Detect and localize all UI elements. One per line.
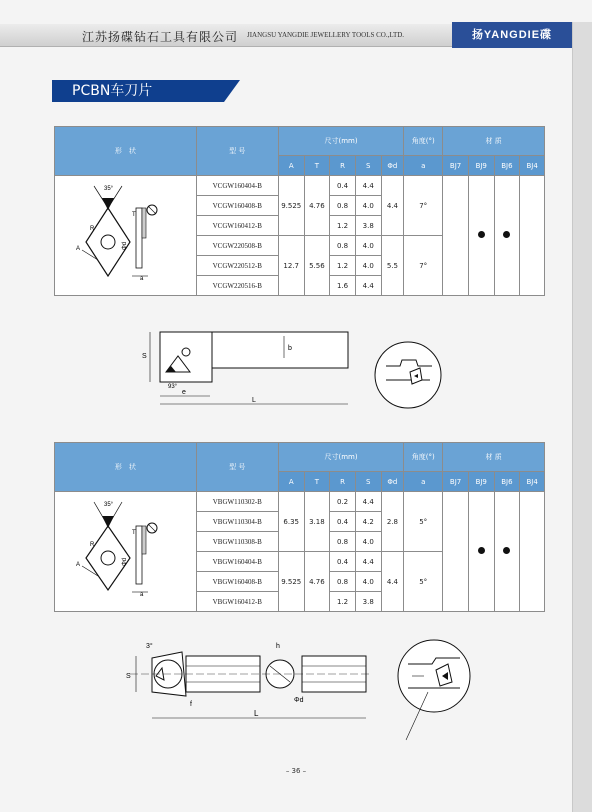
s-value: 4.0: [355, 532, 381, 552]
col-bj4: BJ4: [520, 156, 545, 176]
brand-text: 扬YANGDIE碟: [471, 29, 553, 41]
d-value: 4.4: [381, 176, 404, 236]
r-value: 0.2: [330, 492, 356, 512]
angle-value: 5°: [404, 492, 443, 552]
r-value: 0.8: [330, 196, 356, 216]
col-a: A: [278, 472, 304, 492]
model-cell: VBGW160404-B: [196, 552, 278, 572]
material-bj4: [520, 492, 545, 612]
angle-value: 5°: [404, 552, 443, 612]
s-value: 4.4: [355, 176, 381, 196]
col-model-header: 型 号: [196, 127, 278, 176]
col-s: S: [355, 472, 381, 492]
shape-r-label: R: [90, 225, 95, 232]
brand-logo: [452, 22, 572, 48]
col-angle-header: 角度(°): [404, 127, 443, 156]
col-s: S: [355, 156, 381, 176]
company-name-en: JIANGSU YANGDIE JEWELLERY TOOLS CO.,LTD.: [247, 31, 405, 39]
col-r: R: [330, 156, 356, 176]
s-value: 3.8: [355, 592, 381, 612]
col-bj6: BJ6: [494, 156, 520, 176]
available-dot: [478, 231, 485, 238]
s-value: 4.0: [355, 236, 381, 256]
t-value: 3.18: [304, 492, 330, 552]
s-value: 4.4: [355, 276, 381, 296]
dim-s-label: S: [126, 673, 131, 680]
shape-d-label: Φd: [122, 557, 129, 566]
r-value: 1.2: [330, 216, 356, 236]
shape-t-label: T: [132, 211, 137, 218]
col-alpha: a: [404, 156, 443, 176]
material-bj9: [468, 176, 494, 296]
d-value: 5.5: [381, 236, 404, 296]
bore-view-1: [372, 340, 444, 410]
s-value: 3.8: [355, 216, 381, 236]
t-value: 4.76: [304, 552, 330, 612]
model-cell: VCGW160408-B: [196, 196, 278, 216]
a-value: 9.525: [278, 176, 304, 236]
dim-d-label: Φd: [294, 697, 304, 704]
page-edge-strip: [572, 22, 592, 812]
col-t: T: [304, 472, 330, 492]
dim-l-label: L: [252, 397, 256, 404]
r-value: 0.4: [330, 512, 356, 532]
col-dims-header: 尺寸(mm): [278, 127, 403, 156]
dim-f-label: f: [190, 701, 192, 708]
model-cell: VCGW160412-B: [196, 216, 278, 236]
col-bj9: BJ9: [468, 472, 494, 492]
col-shape-header: 形 状: [55, 127, 197, 176]
holder-diagram-1: [138, 326, 368, 408]
col-material-header: 材 质: [443, 127, 545, 156]
dim-l-label: L: [254, 709, 259, 718]
col-t: T: [304, 156, 330, 176]
dim-h-label: h: [276, 643, 280, 650]
s-value: 4.0: [355, 256, 381, 276]
col-dims-header: 尺寸(mm): [278, 443, 403, 472]
material-bj6: [494, 176, 520, 296]
t-value: 4.76: [304, 176, 330, 236]
spec-table-vcgw: [54, 126, 545, 296]
a-value: 12.7: [278, 236, 304, 296]
available-dot: [503, 231, 510, 238]
model-cell: VCGW220508-B: [196, 236, 278, 256]
material-bj9: [468, 492, 494, 612]
spec-table-vbgw: [54, 442, 545, 612]
s-value: 4.0: [355, 196, 381, 216]
available-dot: [478, 547, 485, 554]
shape-a-label: A: [76, 245, 81, 252]
dim-angle-label: 3°: [146, 643, 153, 650]
col-d: Φd: [381, 472, 404, 492]
page-number: – 36 –: [285, 767, 307, 775]
shape-t-label: T: [132, 529, 137, 536]
shape-angle-label: 35°: [104, 185, 114, 192]
model-cell: VCGW220512-B: [196, 256, 278, 276]
r-value: 0.4: [330, 552, 356, 572]
col-bj9: BJ9: [468, 156, 494, 176]
available-dot: [503, 547, 510, 554]
col-angle-header: 角度(°): [404, 443, 443, 472]
section-title: PCBN车刀片: [52, 80, 224, 102]
angle-value: 7°: [404, 176, 443, 236]
material-bj4: [520, 176, 545, 296]
s-value: 4.2: [355, 512, 381, 532]
model-cell: VBGW160412-B: [196, 592, 278, 612]
t-value: 5.56: [304, 236, 330, 296]
a-value: 9.525: [278, 552, 304, 612]
col-bj4: BJ4: [520, 472, 545, 492]
insert-v-diagram: [60, 496, 190, 606]
dim-angle-label: 93°: [168, 384, 178, 390]
dim-b-label: b: [288, 345, 292, 352]
insert-v-diagram: [60, 180, 190, 290]
col-alpha: a: [404, 472, 443, 492]
col-bj7: BJ7: [443, 156, 469, 176]
insert-shape-drawing: [55, 176, 197, 296]
dim-e-label: e: [182, 389, 186, 396]
s-value: 4.4: [355, 552, 381, 572]
col-shape-header: 形 状: [55, 443, 197, 492]
col-d: Φd: [381, 156, 404, 176]
col-bj6: BJ6: [494, 472, 520, 492]
col-model-header: 型 号: [196, 443, 278, 492]
model-cell: VBGW110308-B: [196, 532, 278, 552]
r-value: 1.2: [330, 256, 356, 276]
shape-angle-label: 35°: [104, 501, 114, 508]
shape-alpha-label: a: [140, 591, 144, 598]
angle-value: 7°: [404, 236, 443, 296]
r-value: 1.6: [330, 276, 356, 296]
bore-view-2: [394, 636, 474, 742]
s-value: 4.4: [355, 492, 381, 512]
material-bj6: [494, 492, 520, 612]
d-value: 4.4: [381, 552, 404, 612]
material-bj7: [443, 492, 469, 612]
r-value: 0.8: [330, 236, 356, 256]
model-cell: VCGW220516-B: [196, 276, 278, 296]
model-cell: VBGW110304-B: [196, 512, 278, 532]
d-value: 2.8: [381, 492, 404, 552]
s-value: 4.0: [355, 572, 381, 592]
col-r: R: [330, 472, 356, 492]
insert-shape-drawing: [55, 492, 197, 612]
r-value: 0.8: [330, 532, 356, 552]
col-material-header: 材 质: [443, 443, 545, 472]
company-name-cn: 江苏扬碟钻石工具有限公司: [82, 30, 239, 44]
col-a: A: [278, 156, 304, 176]
shape-a-label: A: [76, 561, 81, 568]
material-bj7: [443, 176, 469, 296]
shape-r-label: R: [90, 541, 95, 548]
r-value: 0.8: [330, 572, 356, 592]
col-bj7: BJ7: [443, 472, 469, 492]
shape-alpha-label: a: [140, 275, 144, 282]
model-cell: VBGW160408-B: [196, 572, 278, 592]
r-value: 0.4: [330, 176, 356, 196]
dim-s-label: S: [142, 353, 147, 360]
model-cell: VCGW160404-B: [196, 176, 278, 196]
holder-diagram-2: [120, 636, 380, 726]
r-value: 1.2: [330, 592, 356, 612]
shape-d-label: Φd: [122, 241, 129, 250]
a-value: 6.35: [278, 492, 304, 552]
model-cell: VBGW110302-B: [196, 492, 278, 512]
